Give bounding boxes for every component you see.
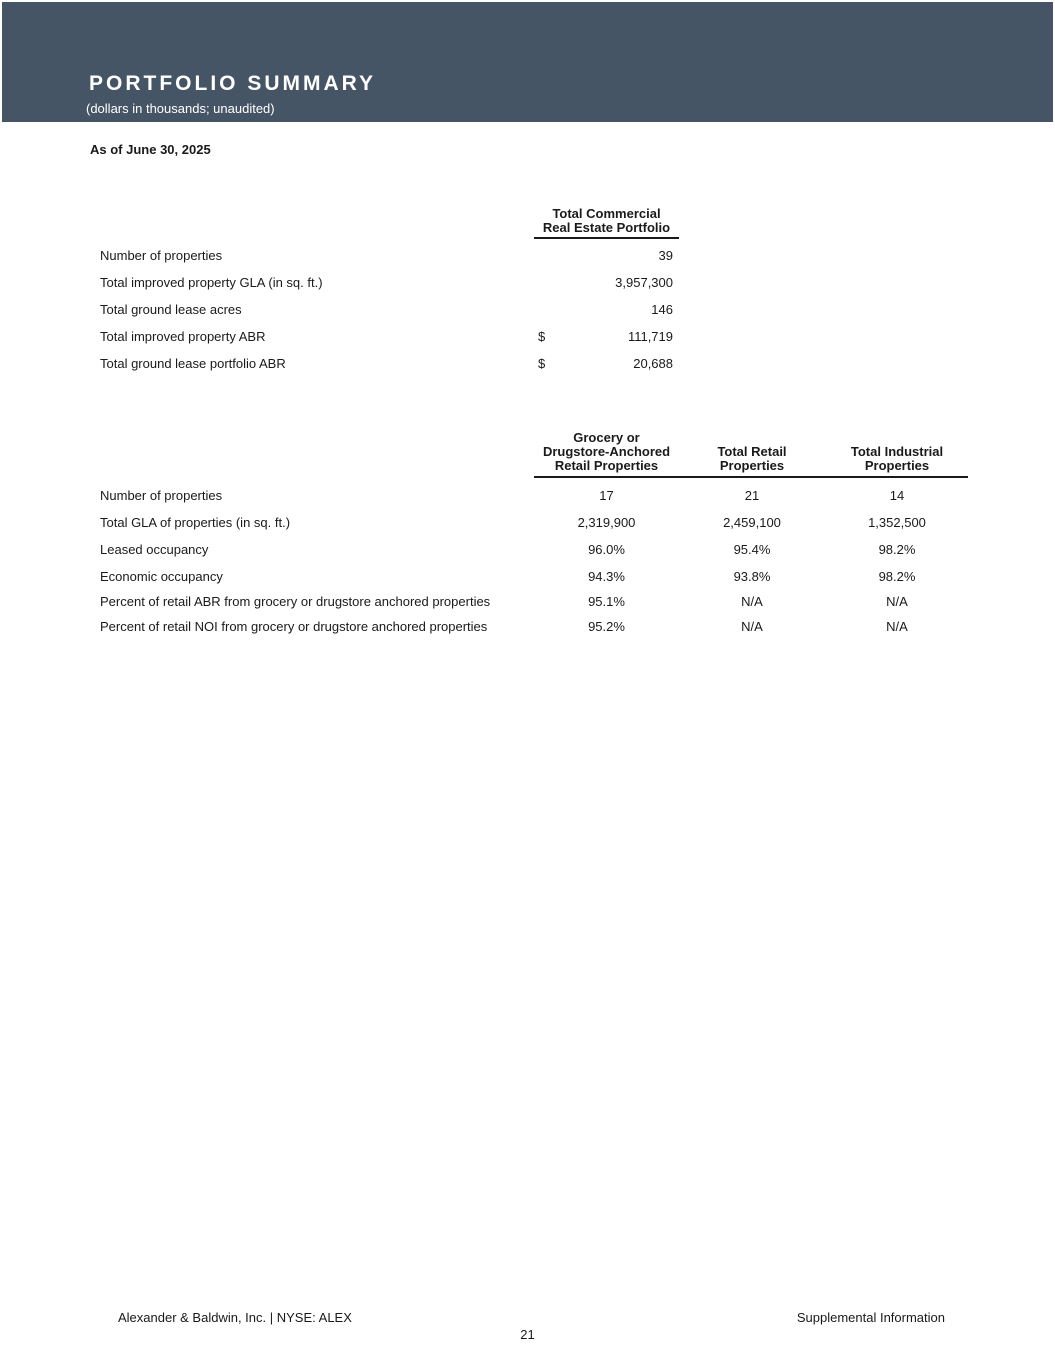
table-header-row xyxy=(534,430,968,478)
currency-sign: $ xyxy=(538,356,546,371)
table-cell-value: 95.2% xyxy=(588,619,625,634)
table-cell-value: 95.4% xyxy=(733,542,771,557)
footer-company: Alexander & Baldwin, Inc. | NYSE: ALEX xyxy=(118,1310,352,1325)
table-cell-value: 111,719 xyxy=(627,329,673,344)
table-cell-value: 2,459,100 xyxy=(723,515,781,530)
table-cell-value: 146 xyxy=(651,302,673,317)
table-row-label: Percent of retail ABR from grocery or drugstore anchored properties xyxy=(100,594,491,609)
table-cell-value: N/A xyxy=(886,594,908,609)
currency-sign: $ xyxy=(538,329,546,344)
table-row-label: Number of properties xyxy=(100,488,223,503)
table-cell-value: 3,957,300 xyxy=(615,275,673,290)
table-cell-value: 20,688 xyxy=(633,356,673,371)
table-row-label: Number of properties xyxy=(100,248,223,263)
table-row-label: Total improved property ABR xyxy=(100,329,266,344)
table-cell-value: N/A xyxy=(886,619,908,634)
table-cell-value: 1,352,500 xyxy=(868,515,926,530)
table-cell-value: 2,319,900 xyxy=(577,515,636,530)
page-number: 21 xyxy=(520,1327,535,1342)
page-title: PORTFOLIO SUMMARY xyxy=(89,72,377,95)
table-cell-value: 93.8% xyxy=(733,569,771,584)
portfolio-column-header: Total Commercial Real Estate Portfolio xyxy=(534,207,679,239)
table-cell-value: 96.0% xyxy=(588,542,625,557)
table-row-label: Economic occupancy xyxy=(100,569,223,584)
table-row-label: Total ground lease portfolio ABR xyxy=(100,356,286,371)
column-header-total-industrial: Total Industrial Properties xyxy=(850,444,944,473)
table-row-label: Total improved property GLA (in sq. ft.) xyxy=(100,275,323,290)
column-header-total-retail: Total Retail Properties xyxy=(717,444,787,473)
page-subtitle: (dollars in thousands; unaudited) xyxy=(86,101,275,116)
as-of-date: As of June 30, 2025 xyxy=(90,142,211,157)
page-header-banner xyxy=(2,2,1053,122)
table-cell-value: 17 xyxy=(599,488,614,503)
table-cell-value: N/A xyxy=(741,619,763,634)
table-cell-value: 14 xyxy=(889,488,905,503)
table-row-label: Total ground lease acres xyxy=(100,302,242,317)
table-cell-value: 21 xyxy=(744,488,760,503)
table-cell-value: N/A xyxy=(741,594,763,609)
table-cell-value: 95.1% xyxy=(588,594,625,609)
table-row-label: Total GLA of properties (in sq. ft.) xyxy=(100,515,291,530)
table-row-label: Percent of retail NOI from grocery or drugstore anchored properties xyxy=(100,619,488,634)
table-cell-value: 98.2% xyxy=(878,542,916,557)
footer-section: Supplemental Information xyxy=(796,1310,945,1325)
column-header-grocery-anchored: Grocery or Drugstore-Anchored Retail Properties xyxy=(542,430,671,473)
table-cell-value: 98.2% xyxy=(878,569,916,584)
table-cell-value: 94.3% xyxy=(588,569,625,584)
table-cell-value: 39 xyxy=(658,248,673,263)
table-row-label: Leased occupancy xyxy=(100,542,209,557)
